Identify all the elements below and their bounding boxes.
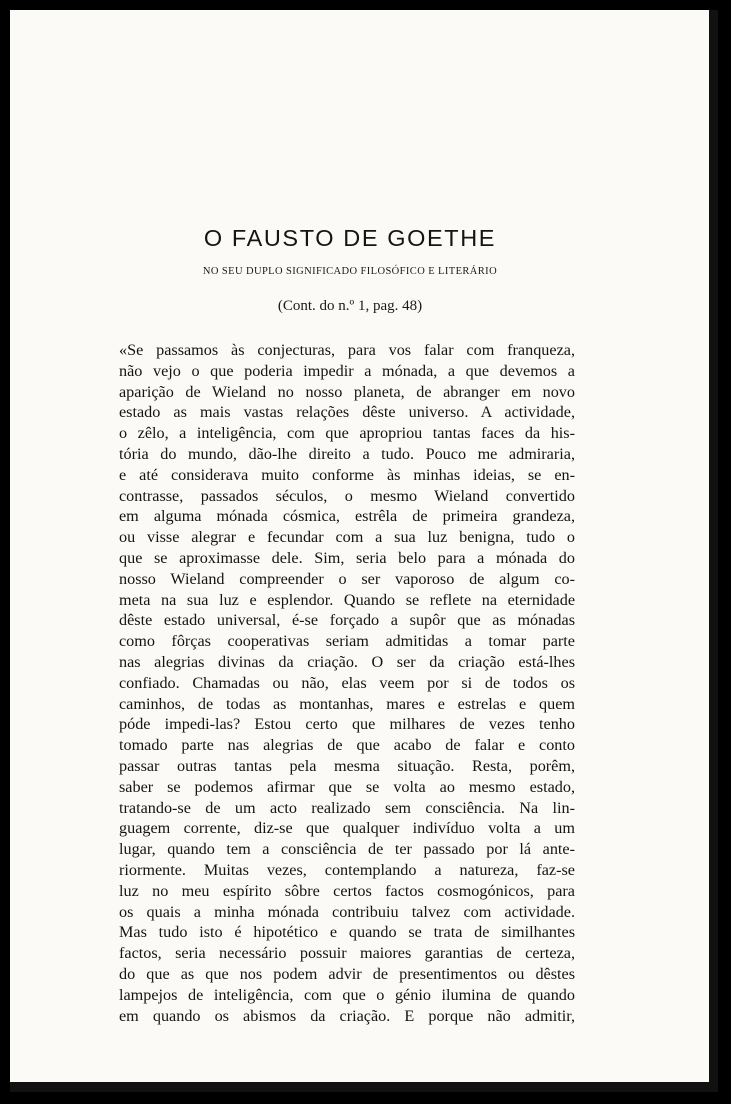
text-line: dêste estado universal, é-se forçado a supôr que as mónadas <box>119 611 575 630</box>
text-line: póde impedi-las? Estou certo que milhares de vezes tenho <box>119 715 575 734</box>
text-line: em alguma mónada cósmica, estrêla de primeira grandeza, <box>119 507 575 526</box>
document-page <box>10 10 718 1092</box>
text-line: passar outras tantas pela mesma situação. Resta, porêm, <box>119 756 575 775</box>
text-line: contrasse, passados séculos, o mesmo Wieland convertido <box>119 486 575 505</box>
text-line: não vejo o que poderia impedir a mónada, a que devemos a <box>119 361 575 380</box>
text-line: luz no meu espírito sôbre certos factos cosmogónicos, para <box>119 881 575 900</box>
text-line: «Se passamos às conjecturas, para vos falar com franqueza, <box>119 341 575 359</box>
text-line: aparição de Wieland no nosso planeta, de abranger em novo <box>119 382 575 401</box>
text-line: guagem corrente, diz-se que qualquer indivíduo volta a um <box>119 819 575 838</box>
text-line: tomado parte nas alegrias de que acabo de falar e conto <box>119 736 575 755</box>
continuation-note: (Cont. do n.º 1, pag. 48) <box>277 298 423 314</box>
text-line: riormente. Muitas vezes, contemplando a natureza, faz-se <box>119 860 575 879</box>
text-line: nosso Wieland compreender o ser vaporoso de algum co- <box>119 569 575 588</box>
article-title: O FAUSTO DE GOETHE <box>203 225 497 251</box>
text-line: os quais a minha mónada contribuiu talvez com actividade. <box>119 902 575 921</box>
body-paragraph <box>119 340 575 1026</box>
text-line: do que as que nos podem advir de presentimentos ou dêstes <box>119 964 575 983</box>
text-line: ou visse alegrar e fecundar com a sua luz benigna, tudo o <box>119 528 575 547</box>
text-line: que se aproximasse dele. Sim, seria belo para a mónada do <box>119 548 575 567</box>
text-line: factos, seria necessário possuir maiores garantias de certeza, <box>119 944 575 963</box>
text-line: confiado. Chamadas ou não, elas veem por si de todos os <box>119 673 575 692</box>
text-line: meta na sua luz e esplendor. Quando se reflete na eternidade <box>119 590 575 609</box>
scan-border-bottom <box>10 1082 718 1092</box>
text-line: lampejos de inteligência, com que o génio ilumina de quando <box>119 985 575 1004</box>
text-line: caminhos, de todas as montanhas, mares e estrelas e quem <box>119 694 575 713</box>
text-line: lugar, quando tem a consciência de ter passado por lá ante- <box>119 840 575 859</box>
text-line: nas alegrias divinas da criação. O ser da criação está-lhes <box>119 652 575 671</box>
text-line: Mas tudo isto é hipotético e quando se trata de similhantes <box>119 923 575 942</box>
text-line: como fôrças cooperativas seriam admitidas a tomar parte <box>119 632 575 651</box>
scan-border-right <box>709 10 718 1092</box>
text-line: saber se podemos afirmar que se volta ao mesmo estado, <box>119 777 575 796</box>
text-line: tratando-se de um acto realizado sem consciência. Na lin- <box>119 798 575 817</box>
text-line: estado as mais vastas relações dêste universo. A actividade, <box>119 403 575 422</box>
text-line: e até considerava muito conforme às minhas ideias, se en- <box>119 465 575 484</box>
text-line: o zêlo, a inteligência, com que apropriou tantas faces da his- <box>119 424 575 443</box>
text-line: em quando os abismos da criação. E porque não admitir, <box>119 1006 575 1025</box>
article-subtitle: NO SEU DUPLO SIGNIFICADO FILOSÓFICO E LITERÁRIO <box>202 266 498 277</box>
text-line: tória do mundo, dão-lhe direito a tudo. Pouco me admiraria, <box>119 444 575 463</box>
